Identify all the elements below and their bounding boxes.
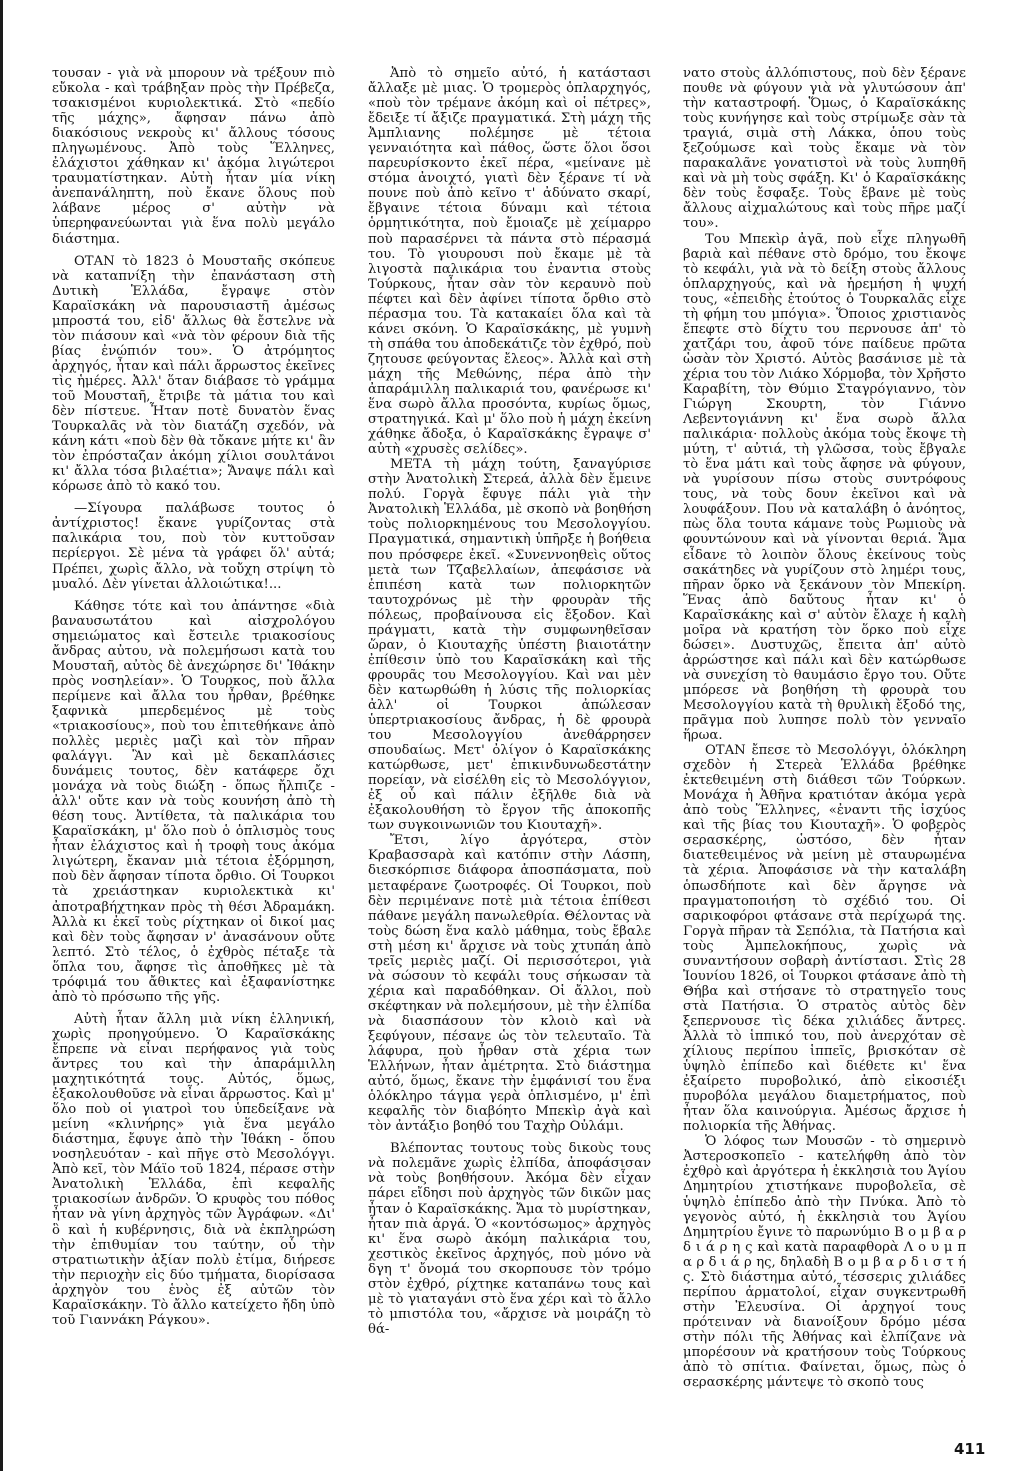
paragraph: τουσαν - γιὰ νὰ μπορουν νὰ τρέξουν πιὸ εὔκολα - καὶ τράβηξαν πρὸς τὴν Πρέβεζα, τσακισμένοι κυριολεκτικά. Στὸ «πεδίο τῆς μάχης», ἄφησαν πάνω ἀπὸ διακόσιους νεκροὺς κι' ἄλλους τόσους πληγωμένους. Ἀπὸ τοὺς Ἕλληνες, ἐλάχιστοι χάθηκαν κι' ἀκόμα λιγώτεροι τραυματίστηκαν. Αὐτὴ ἦταν μία νίκη ἀνεπανάληπτη, ποὺ ἔκανε ὅλους ποὺ λάβανε μέρος σ' αὐτὴν νὰ ὑπερηφανεύωνται γιὰ ἕνα πολὺ μεγάλο διάστημα. [52,66,335,247]
paragraph: Κάθησε τότε καὶ του ἀπάντησε «διὰ βαναυσωτάτου καὶ αἰσχρολόγου σημειώματος καὶ ἔστειλε τριακοσίους ἄνδρας αὐτου, νὰ πολεμήσωσι κατὰ του Μουσταῆ, αὐτὸς δὲ ἀνεχώρησε δι' Ἰθάκην πρὸς νοσηλείαν». Ὁ Τουρκος, ποὺ ἄλλα περίμενε καὶ ἄλλα του ἦρθαν, βρέθηκε ξαφνικὰ μπερδεμένος μὲ τοὺς «τριακοσίους», ποὺ του ἐπιτεθήκανε ἀπὸ πολλὲς μεριὲς μαζὶ καὶ τὸν πῆραν φαλάγγι. Ἂν καὶ μὲ δεκαπλάσιες δυνάμεις τουτος, δὲν κατάφερε ὄχι μονάχα νὰ τοὺς διώξη - ὅπως ἤλπιζε - ἀλλ' οὔτε καν νὰ τοὺς κουνήση ἀπὸ τὴ θέση τους. Ἀντίθετα, τὰ παλικάρια του Καραϊσκάκη, μ' ὅλο ποὺ ὁ ὁπλισμὸς τους ἦταν ἐλάχιστος καὶ ἡ τροφὴ τους ἀκόμα λιγώτερη, ἔκαναν μιὰ τέτοια ἐξόρμηση, ποὺ δὲν ἄφησαν τίποτα ὄρθιο. Οἱ Τουρκοι τὰ χρειάστηκαν κυριολεκτικὰ κι' ἀποτραβήχτηκαν πρὸς τὴ θέσι Ἀδραμάκη. Ἀλλὰ κι ἐκεῖ τοὺς ρίχτηκαν οἱ δικοί μας καὶ δὲν τοὺς ἄφησαν ν' ἀνασάνουν οὔτε λεπτό. Στὸ τέλος, ὁ ἐχθρὸς πέταξε τὰ ὅπλα του, ἄφησε τὶς ἀποθῆκες μὲ τὰ τρόφιμά του ἄθικτες καὶ ἐξαφανίστηκε ἀπὸ τὸ πρόσωπο τῆς γῆς. [52,598,335,1005]
paragraph: —Σίγουρα παλάβωσε τουτος ὁ ἀντίχριστος! ἔκανε γυρίζοντας στὰ παλικάρια του, ποὺ τὸν κυττοῦσαν περίεργοι. Σὲ μένα τὰ γράφει ὅλ' αὐτά; Πρέπει, χωρὶς ἄλλο, νὰ τοὔχη στρίψη τὸ μυαλό. Δὲν γίνεται ἀλλοιώτικα!... [52,501,335,592]
paragraph: Ἀπὸ τὸ σημεῖο αὐτό, ἡ κατάστασι ἄλλαξε μὲ μιας. Ὁ τρομερὸς ὁπλαρχηγός, «ποὺ τὸν τρέμανε ἀκόμη καὶ οἱ πέτρες», ἔδειξε τί ἄξιζε πραγματικά. Στὴ μάχη τῆς Ἀμπλιανης πολέμησε μὲ τέτοια γενναιότητα καὶ πάθος, ὥστε ὅλοι ὅσοι παρευρίσκοντο ἐκεῖ πέρα, «μείνανε μὲ στόμα ἀνοιχτό, γιατὶ δὲν ξέρανε τί νὰ πουνε ποὺ ἀπὸ κεῖνο τ' ἀδύνατο σκαρί, ἔβγαινε τέτοια δύναμι καὶ τέτοια ὁρμητικότητα, ποὺ ἔμοιαζε μὲ χείμαρρο ποὺ παρασέρνει τὰ πάντα στὸ πέρασμά του. Τὸ γιουρουσι ποὺ ἔκαμε μὲ τὰ λιγοστὰ παλικάρια του ἐναντια στοὺς Τούρκους, ἦταν σὰν τὸν κεραυνὸ ποὺ πέφτει καὶ δὲν ἀφίνει τίποτα ὄρθιο στὸ πέρασμα του. Τὰ κατακαίει ὅλα καὶ τὰ κάνει σκόνη. Ὁ Καραϊσκάκης, μὲ γυμνὴ τὴ σπάθα του ἀποδεκάτιζε τὸν ἐχθρό, ποὺ ζητουσε φεύγοντας ἔλεος». Ἀλλὰ καὶ στὴ μάχη τῆς Μεθώνης, πέρα ἀπὸ τὴν ἀπαράμιλλη παλικαριά του, φανέρωσε κι' ἕνα σωρὸ ἄλλα προσόντα, κυρίως ὅμως, στρατηγικά. Καὶ μ' ὅλο ποὺ ἡ μάχη ἐκείνη χάθηκε ἄδοξα, ὁ Καραϊσκάκης ἔγραψε σ' αὐτὴ «χρυσὲς σελίδες». [368,66,651,458]
page-number: 411 [954,1440,986,1458]
text-column-3 [683,66,966,1390]
paragraph: νατο στοὺς ἀλλόπιστους, ποὺ δὲν ξέρανε πουθε νὰ φύγουν γιὰ νὰ γλυτώσουν ἀπ' τὴν καταστροφή. Ὅμως, ὁ Καραϊσκάκης τοὺς κυνήγησε καὶ τοὺς στρίμωξε σὰν τὰ τραγιά, σιμὰ στὴ Λάκκα, ὁπου τοὺς ξεζούμωσε καὶ τοὺς ἔκαμε νὰ τὸν παρακαλᾶνε γονατιστοὶ νὰ τοὺς λυπηθῆ καὶ νὰ μὴ τοὺς σφάξη. Κι' ὁ Καραϊσκάκης δὲν τοὺς ἔσφαξε. Τοὺς ἔβανε μὲ τοὺς ἄλλους αἰχμαλώτους καὶ τοὺς πῆρε μαζί του». [683,66,966,232]
paragraph: Βλέποντας τουτους τοὺς δικοὺς τους νὰ πολεμᾶνε χωρὶς ἐλπίδα, ἀποφάσισαν νὰ τοὺς βοηθήσουν. Ἀκόμα δὲν εἶχαν πάρει εἴδησι ποὺ ἀρχηγὸς τῶν δικῶν μας ἦταν ὁ Καραϊσκάκης. Ἄμα τὸ μυρίστηκαν, ἦταν πιὰ ἀργά. Ὁ «κοντόσωμος» ἀρχηγὸς κι' ἕνα σωρὸ ἀκόμη παλικάρια του, χεστικὸς ἐκεῖνος ἀρχηγός, ποὺ μόνο νὰ δγη τ' ὄνομά του σκορπουσε τὸν τρόμο στὸν ἐχθρό, ρίχτηκε καταπάνω τους καὶ μὲ τὸ γιαταγάνι στὸ ἕνα χέρι καὶ τὸ ἄλλο τὸ μπιστόλα του, «ἄρχισε νὰ μοιράζη τὸ θά- [368,1141,651,1337]
paragraph: ΜΕΤΑ τὴ μάχη τούτη, ξαναγύρισε στὴν Ἀνατολικὴ Στερεά, ἀλλὰ δὲν ἔμεινε πολύ. Γοργὰ ἔφυγε πάλι γιὰ τὴν Ἀνατολικὴ Ἑλλάδα, μὲ σκοπὸ νὰ βοηθήση τοὺς πολιορκημένους του Μεσολογγίου. Πραγματικά, σημαντικὴ ὑπῆρξε ἡ βοήθεια που πρόσφερε ἐκεῖ. «Συνεννοηθεὶς οὕτος μετὰ των Τζαβελλαίων, ἀπεφάσισε νὰ ἐπιπέση κατὰ των πολιορκητῶν ταυτοχρόνως μὲ τὴν φρουρὰν τῆς πόλεως, προβαίνουσα εἰς ἔξοδον. Καὶ πράγματι, κατὰ τὴν συμφωνηθεῖσαν ὥραν, ὁ Κιουταχῆς ὑπέστη βιαιοτάτην ἐπίθεσιν ὑπὸ του Καραϊσκάκη καὶ τῆς φρουρᾶς του Μεσολογγίου. Καὶ ναι μὲν δὲν κατωρθώθη ἡ λύσις τῆς πολιορκίας ἀλλ' οἱ Τουρκοι ἀπώλεσαν ὑπερτριακοσίους ἄνδρας, ἡ δὲ φρουρὰ του Μεσολογγίου ἀνεθάρρησεν σπουδαίως. Μετ' ὀλίγον ὁ Καραϊσκάκης κατώρθωσε, μετ' ἐπικινδυνωδεστάτην πορείαν, νὰ εἰσέλθη εἰς τὸ Μεσολόγγιον, ἐξ οὗ καὶ πάλιν ἐξῆλθε διὰ νὰ ἐξακολουθήση τὸ ἔργον τῆς ἀποκοπῆς των συγκοινωνιῶν του Κιουταχῆ». [368,457,651,834]
paragraph: Αὐτὴ ἦταν ἄλλη μιὰ νίκη ἑλληνική, χωρὶς προηγούμενο. Ὁ Καραϊσκάκης ἔπρεπε νὰ εἶναι περήφανος γιὰ τοὺς ἄντρες του καὶ τὴν ἀπαράμιλλη μαχητικότητά τους. Αὐτός, ὅμως, ἐξακολουθοῦσε νὰ εἶναι ἄρρωστος. Καὶ μ' ὅλο ποὺ οἱ γιατροὶ του ὑπεδείξανε νὰ μείνη «κλινήρης» γιὰ ἕνα μεγάλο διάστημα, ἔφυγε ἀπὸ τὴν Ἰθάκη - ὅπου νοσηλευόταν - καὶ πῆγε στὸ Μεσολόγγι. Ἀπὸ κεῖ, τὸν Μάϊο τοῦ 1824, πέρασε στὴν Ἀνατολικὴ Ἑλλάδα, ἐπὶ κεφαλῆς τριακοσίων ἀνδρῶν. Ὁ κρυφὸς του πόθος ἦταν νὰ γίνη ἀρχηγὸς τῶν Ἀγράφων. «Δι' ὃ καὶ ἡ κυβέρνησις, διὰ νὰ ἐκπληρώση τὴν ἐπιθυμίαν του ταύτην, οὗ τὴν στρατιωτικὴν ἀξίαν πολὺ ἐτίμα, διήρεσε τὴν περιοχὴν εἰς δύο τμήματα, διορίσασα ἀρχηγὸν του ἑνὸς ἐξ αὐτῶν τὸν Καραϊσκάκην. Τὸ ἄλλο κατείχετο ἤδη ὑπὸ τοῦ Γιαννάκη Ράγκου». [52,1011,335,1328]
page-edge-bar [0,0,3,1471]
paragraph: ΟΤΑΝ τὸ 1823 ὁ Μουσταῆς σκόπευε νὰ καταπνίξη τὴν ἐπανάσταση στὴ Δυτικὴ Ἑλλάδα, ἔγραψε στὸν Καραϊσκάκη νὰ παρουσιαστῆ ἀμέσως μπροστά του, εἰδ' ἄλλως θὰ ἔστελνε νὰ τὸν πιάσουν καὶ «νὰ τὸν φέρουν διὰ τῆς βίας ἐνώπιόν του». Ὁ ἀτρόμητος ἀρχηγός, ἦταν καὶ πάλι ἄρρωστος ἐκεῖνες τὶς ἡμέρες. Ἀλλ' ὅταν διάβασε τὸ γράμμα τοῦ Μουσταῆ, ἔτριβε τὰ μάτια του καὶ δὲν πίστευε. Ἦταν ποτὲ δυνατὸν ἕνας Τουρκαλᾶς νὰ τὸν διατάζη σχεδόν, νὰ κάνη κάτι «ποὺ δὲν θὰ τὄκανε μήτε κι' ἂν τὸν ἐπρόσταζαν ἀκόμη χίλιοι σουλτάνοι κι' ἄλλα τόσα βιλαέτια»; Ἄναψε πάλι καὶ κόρωσε ἀπὸ τὸ κακό του. [52,253,335,495]
text-column-2 [368,66,651,1337]
paragraph: Ὁ λόφος των Μουσῶν - τὸ σημερινὸ Ἀστεροσκοπεῖο - κατελήφθη ἀπὸ τὸν ἐχθρὸ καὶ ἀργότερα ἡ ἐκκλησιὰ του Ἁγίου Δημητρίου χτιστήκανε πυροβολεῖα, σὲ ὑψηλὸ ἐπίπεδο ἀπὸ τὴν Πνύκα. Ἀπὸ τὸ γεγονὸς αὐτό, ἡ ἐκκλησιὰ του Ἁγίου Δημητρίου ἔγινε τὸ παρωνύμιο Β ο μ β α ρ δ ι ά ρ η ς καὶ κατὰ παραφθορὰ Λ ο υ μ π α ρ δ ι ά ρ ης, δηλαδὴ Β ο μ β α ρ δ ι σ τ ή ς. Στὸ διάστημα αὐτό, τέσσερις χιλιάδες περίπου ἁρματολοί, εἶχαν συγκεντρωθῆ στὴν Ἐλευσίνα. Οἱ ἀρχηγοί τους πρότειναν νὰ διανοίξουν δρόμο μέσα στὴν πόλι τῆς Ἀθήνας καὶ ἐλπίζανε νὰ μπορέσουν νὰ κρατήσουν τοὺς Τούρκους ἀπὸ τὸ σπίτια. Φαίνεται, ὅμως, πὼς ὁ σερασκέρης μάντεψε τὸ σκοπὸ τους [683,1134,966,1391]
paragraph: ΟΤΑΝ ἔπεσε τὸ Μεσολόγγι, ὁλόκληρη σχεδὸν ἡ Στερεὰ Ἑλλάδα βρέθηκε ἐκτεθειμένη στὴ διάθεσι τῶν Τούρκων. Μονάχα ἡ Ἀθῆνα κρατιόταν ἀκόμα γερὰ ἀπὸ τοὺς Ἕλληνες, «ἐναντι τῆς ἰσχύος καὶ τῆς βίας του Κιουταχῆ». Ὁ φοβερὸς σερασκέρης, ὡστόσο, δὲν ἦταν διατεθειμένος νὰ μείνη μὲ σταυρωμένα τὰ χέρια. Ἀποφάσισε νὰ τὴν καταλάβη ὁπωσδήποτε καὶ δὲν ἄργησε νὰ πραγματοποιήση τὸ σχέδιό του. Οἱ σαρικοφόροι φτάσανε στὰ περίχωρά της. Γοργὰ πῆραν τὰ Σεπόλια, τὰ Πατήσια καὶ τοὺς Ἀμπελοκήπους, χωρὶς νὰ συναντήσουν σοβαρὴ ἀντίστασι. Στὶς 28 Ἰουνίου 1826, οἱ Τουρκοι φτάσανε ἀπὸ τὴ Θήβα καὶ στήσανε τὸ στρατηγεῖο τους στὰ Πατήσια. Ὁ στρατὸς αὐτὸς δὲν ξεπερνουσε τὶς δέκα χιλιάδες ἄντρες. Ἀλλὰ τὸ ἱππικό του, ποὺ ἀνερχόταν σὲ χίλιους περίπου ἱππεῖς, βρισκόταν σὲ ὑψηλὸ ἐπίπεδο καὶ διέθετε κι' ἕνα ἐξαίρετο πυροβολικό, ἀπὸ εἰκοσιέξι πυροβόλα μεγάλου διαμετρήματος, ποὺ ἦταν ὅλα καινούργια. Ἀμέσως ἄρχισε ἡ πολιορκία τῆς Ἀθήνας. [683,743,966,1135]
paragraph: Του Μπεκὶρ ἀγᾶ, ποὺ εἶχε πληγωθῆ βαριὰ καὶ πέθανε στὸ δρόμο, του ἔκοψε τὸ κεφάλι, γιὰ νὰ τὸ δείξη στοὺς ἄλλους ὁπλαρχηγούς, καὶ νὰ ἡρεμήση ἡ ψυχή τους, «ἐπειδὴς ἐτούτος ὁ Τουρκαλᾶς εἶχε τὴ φήμη του μπόγια». Ὅποιος χριστιανὸς ἔπεφτε στὸ δίχτυ του περνουσε ἀπ' τὸ χατζάρι του, ἀφοῦ τόνε παίδευε πρῶτα ὡσὰν τὸν Χριστό. Αὐτὸς βασάνισε μὲ τὰ χέρια του τὸν Λιάκο Χόρμοβα, τὸν Χρῆστο Καραβίτη, τὸν Θύμιο Σταγρόγιαννο, τὸν Γιώργη Σκουρτη, τὸν Γιάννο Λεβεντογιάννη κι' ἕνα σωρὸ ἄλλα παλικάρια· πολλοὺς ἀκόμα τοὺς ἔκοψε τὴ μύτη, τ' αὐτιά, τὴ γλῶσσα, τοὺς ἔβγαλε τὸ ἕνα μάτι καὶ τοὺς ἄφησε νὰ φύγουν, νὰ γυρίσουν πίσω στοὺς συντρόφους τους, νὰ τοὺς δουν ἐκεῖνοι καὶ νὰ λουφάξουν. Που νὰ καταλάβη ὁ ἀνόητος, πὼς ὅλα τουτα κάμανε τοὺς Ρωμιοὺς νὰ φουντώνουν καὶ νὰ γίνονται θεριά. Ἅμα εἶδανε τὸ λοιπὸν ὅλους ἐκείνους τοὺς σακάτηδες νὰ γυρίζουν στὸ λημέρι τους, πῆραν ὅρκο νὰ ξεκάνουν τὸν Μπεκίρη. Ἕνας ἀπὸ δαὔτους ἦταν κι' ὁ Καραϊσκάκης καὶ σ' αὐτὸν ἔλαχε ἡ καλὴ μοῖρα νὰ κρατήση τὸν ὅρκο ποὺ εἶχε δώσει». Δυστυχῶς, ἔπειτα ἀπ' αὐτὸ ἀρρώστησε καὶ πάλι καὶ δὲν κατώρθωσε νὰ συνεχίση τὸ θαυμάσιο ἔργο του. Οὔτε μπόρεσε νὰ βοηθήση τὴ φρουρὰ του Μεσολογγίου κατὰ τὴ θρυλικὴ ἔξοδό της, πρᾶγμα ποὺ λυπησε πολὺ τὸν γενναῖο ἥρωα. [683,231,966,744]
paragraph: Ἔτσι, λίγο ἀργότερα, στὸν Κραβασσαρὰ καὶ κατόπιν στὴν Λάσπη, διεσκόρπισε διάφορα ἀποσπάσματα, ποὺ μεταφέρανε ζωοτροφές. Οἱ Τουρκοι, ποὺ δὲν περιμένανε ποτὲ μιὰ τέτοια ἐπίθεσι πάθανε μεγάλη πανωλεθρία. Θέλοντας νὰ τοὺς δώση ἕνα καλὸ μάθημα, τοὺς ἔβαλε στὴ μέση κι' ἄρχισε νὰ τοὺς χτυπάη ἀπὸ τρεῖς μεριὲς μαζί. Οἱ περισσότεροι, γιὰ νὰ σώσουν τὸ κεφάλι τους σήκωσαν τὰ χέρια καὶ παραδόθηκαν. Οἱ ἄλλοι, ποὺ σκέφτηκαν νὰ πολεμήσουν, μὲ τὴν ἐλπίδα νὰ διασπάσουν τὸν κλοιὸ καὶ νὰ ξεφύγουν, πέσανε ὡς τὸν τελευταῖο. Τὰ λάφυρα, ποὺ ἦρθαν στὰ χέρια των Ἑλλήνων, ἦταν ἀμέτρητα. Στὸ διάστημα αὐτό, ὅμως, ἔκανε τὴν ἐμφάνισί του ἕνα ὁλόκληρο τάγμα γερὰ ὁπλισμένο, μ' ἐπὶ κεφαλῆς τὸν διαβόητο Μπεκὶρ ἀγὰ καὶ τὸν ἀντάξιο βοηθό του Ταχὴρ Οὐλάμι. [368,833,651,1135]
text-column-1 [52,66,335,1328]
